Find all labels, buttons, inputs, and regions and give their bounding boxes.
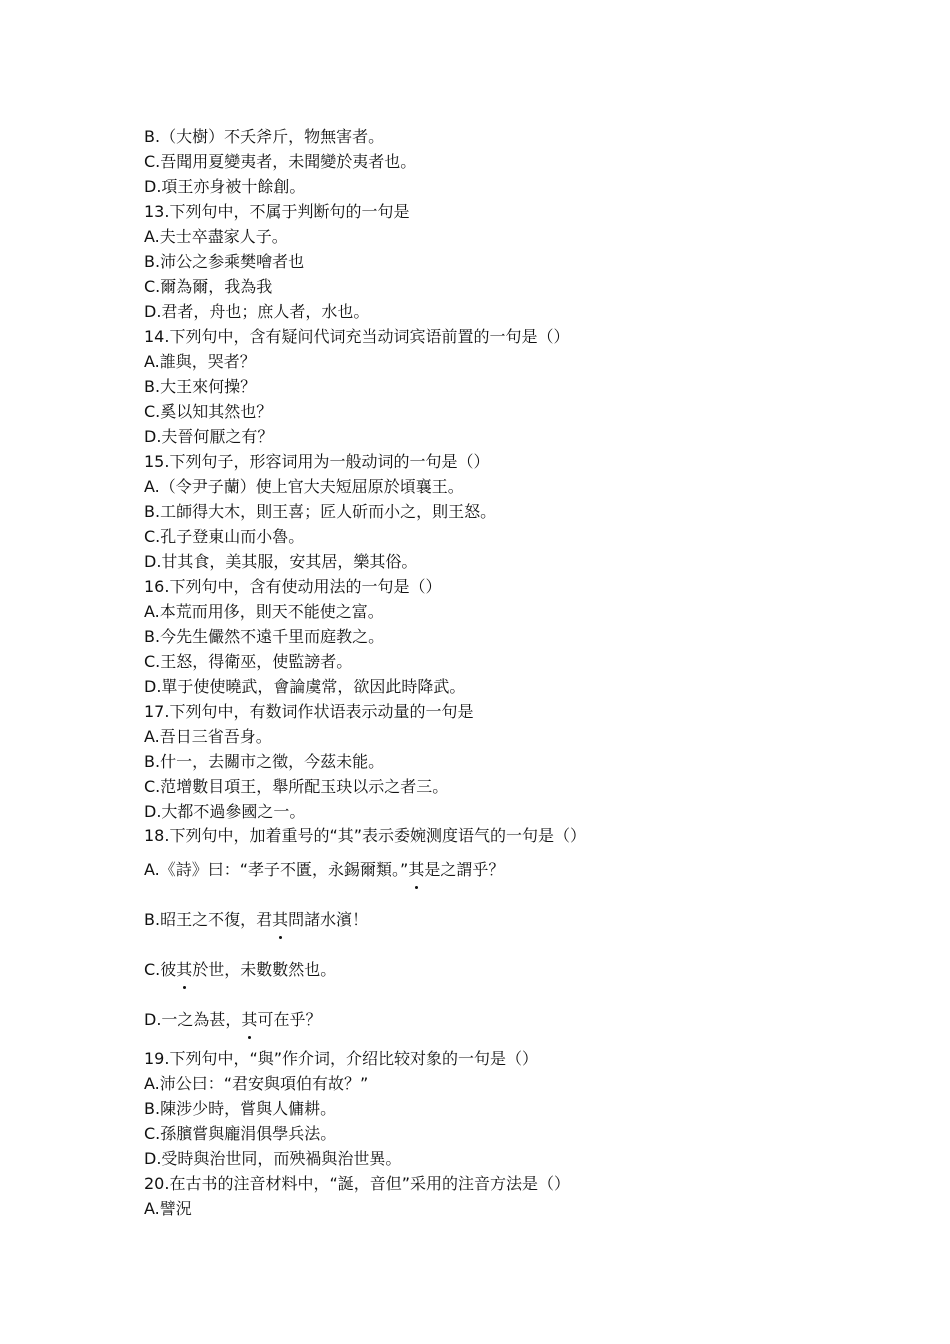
option-text: C.彼: [144, 960, 177, 979]
option-line-emphasis: [144, 910, 368, 930]
question-17: 17.下列句中，有数词作状语表示动量的一句是: [144, 702, 474, 721]
option-line: C.王怒，得衛巫，使監謗者。: [144, 652, 353, 671]
option-text: 於世，未數數然也。: [192, 960, 337, 979]
option-line: C.爾為爾，我為我: [144, 277, 273, 296]
option-text: 問諸水濱！: [288, 910, 369, 929]
question-16: 16.下列句中，含有使动用法的一句是（）: [144, 577, 442, 596]
option-line: B.大王來何操？: [144, 377, 257, 396]
option-line: A.誰與，哭者？: [144, 352, 256, 371]
option-line: A.本荒而用侈，則天不能使之富。: [144, 602, 384, 621]
option-line: D.君者，舟也；庶人者，水也。: [144, 302, 370, 321]
option-text: D.一之為甚，: [144, 1010, 242, 1029]
option-line: D.甘其食，美其服，安其居，樂其俗。: [144, 552, 418, 571]
option-line: D.單于使使曉武，會論虞常，欲因此時降武。: [144, 677, 466, 696]
option-line-emphasis: [144, 860, 504, 880]
emphasis-dot-char: 其: [241, 1010, 258, 1029]
option-text: B.昭王之不復，君: [144, 910, 273, 929]
option-line: C.孔子登東山而小魯。: [144, 527, 305, 546]
option-line: D.大都不過參國之一。: [144, 802, 306, 821]
option-line: C.孫臏嘗與龐涓俱學兵法。: [144, 1124, 337, 1143]
option-line: B.沛公之参乘樊噲者也: [144, 252, 305, 271]
emphasis-dot-char: 其: [408, 860, 425, 879]
option-line: A.吾日三省吾身。: [144, 727, 272, 746]
option-line: C.奚以知其然也？: [144, 402, 273, 421]
option-text: A.《詩》曰：“孝子不匱，永錫爾類。”: [144, 860, 409, 879]
option-line-emphasis: [144, 1010, 321, 1030]
question-15: 15.下列句子，形容词用为一般动词的一句是（）: [144, 452, 490, 471]
question-18: 18.下列句中，加着重号的“其”表示委婉测度语气的一句是（）: [144, 826, 587, 845]
text-line: B.（大樹）不夭斧斤，物無害者。: [144, 127, 385, 146]
option-line: B.陳涉少時，嘗與人傭耕。: [144, 1099, 337, 1118]
option-text: 可在乎？: [257, 1010, 322, 1029]
option-line: A.夫士卒盡家人子。: [144, 227, 288, 246]
option-line: B.什一，去關市之徵，今茲未能。: [144, 752, 385, 771]
option-line: A.（令尹子蘭）使上官大夫短屈原於頃襄王。: [144, 477, 464, 496]
option-line: A.沛公曰：“君安與項伯有故？”: [144, 1074, 369, 1093]
option-line: B.今先生儼然不遠千里而庭教之。: [144, 627, 385, 646]
emphasis-dot-char: 其: [272, 910, 289, 929]
emphasis-dot-char: 其: [176, 960, 193, 979]
option-line: B.工師得大木，則王喜；匠人斫而小之，則王怒。: [144, 502, 497, 521]
text-line: C.吾聞用夏變夷者，未聞變於夷者也。: [144, 152, 417, 171]
option-line: C.范增數目項王，舉所配玉玦以示之者三。: [144, 777, 449, 796]
text-line: D.項王亦身被十餘創。: [144, 177, 306, 196]
option-line: D.夫晉何厭之有？: [144, 427, 274, 446]
question-19: 19.下列句中，“與”作介词，介绍比较对象的一句是（）: [144, 1049, 539, 1068]
option-line: D.受時與治世同，而殃禍與治世異。: [144, 1149, 402, 1168]
question-13: 13.下列句中，不属于判断句的一句是: [144, 202, 410, 221]
option-line-emphasis: [144, 960, 336, 980]
question-14: 14.下列句中，含有疑问代词充当动词宾语前置的一句是（）: [144, 327, 570, 346]
question-20: 20.在古书的注音材料中，“誕，音但”采用的注音方法是（）: [144, 1174, 571, 1193]
option-line: A.譬況: [144, 1199, 192, 1218]
option-text: 是之謂乎？: [424, 860, 505, 879]
